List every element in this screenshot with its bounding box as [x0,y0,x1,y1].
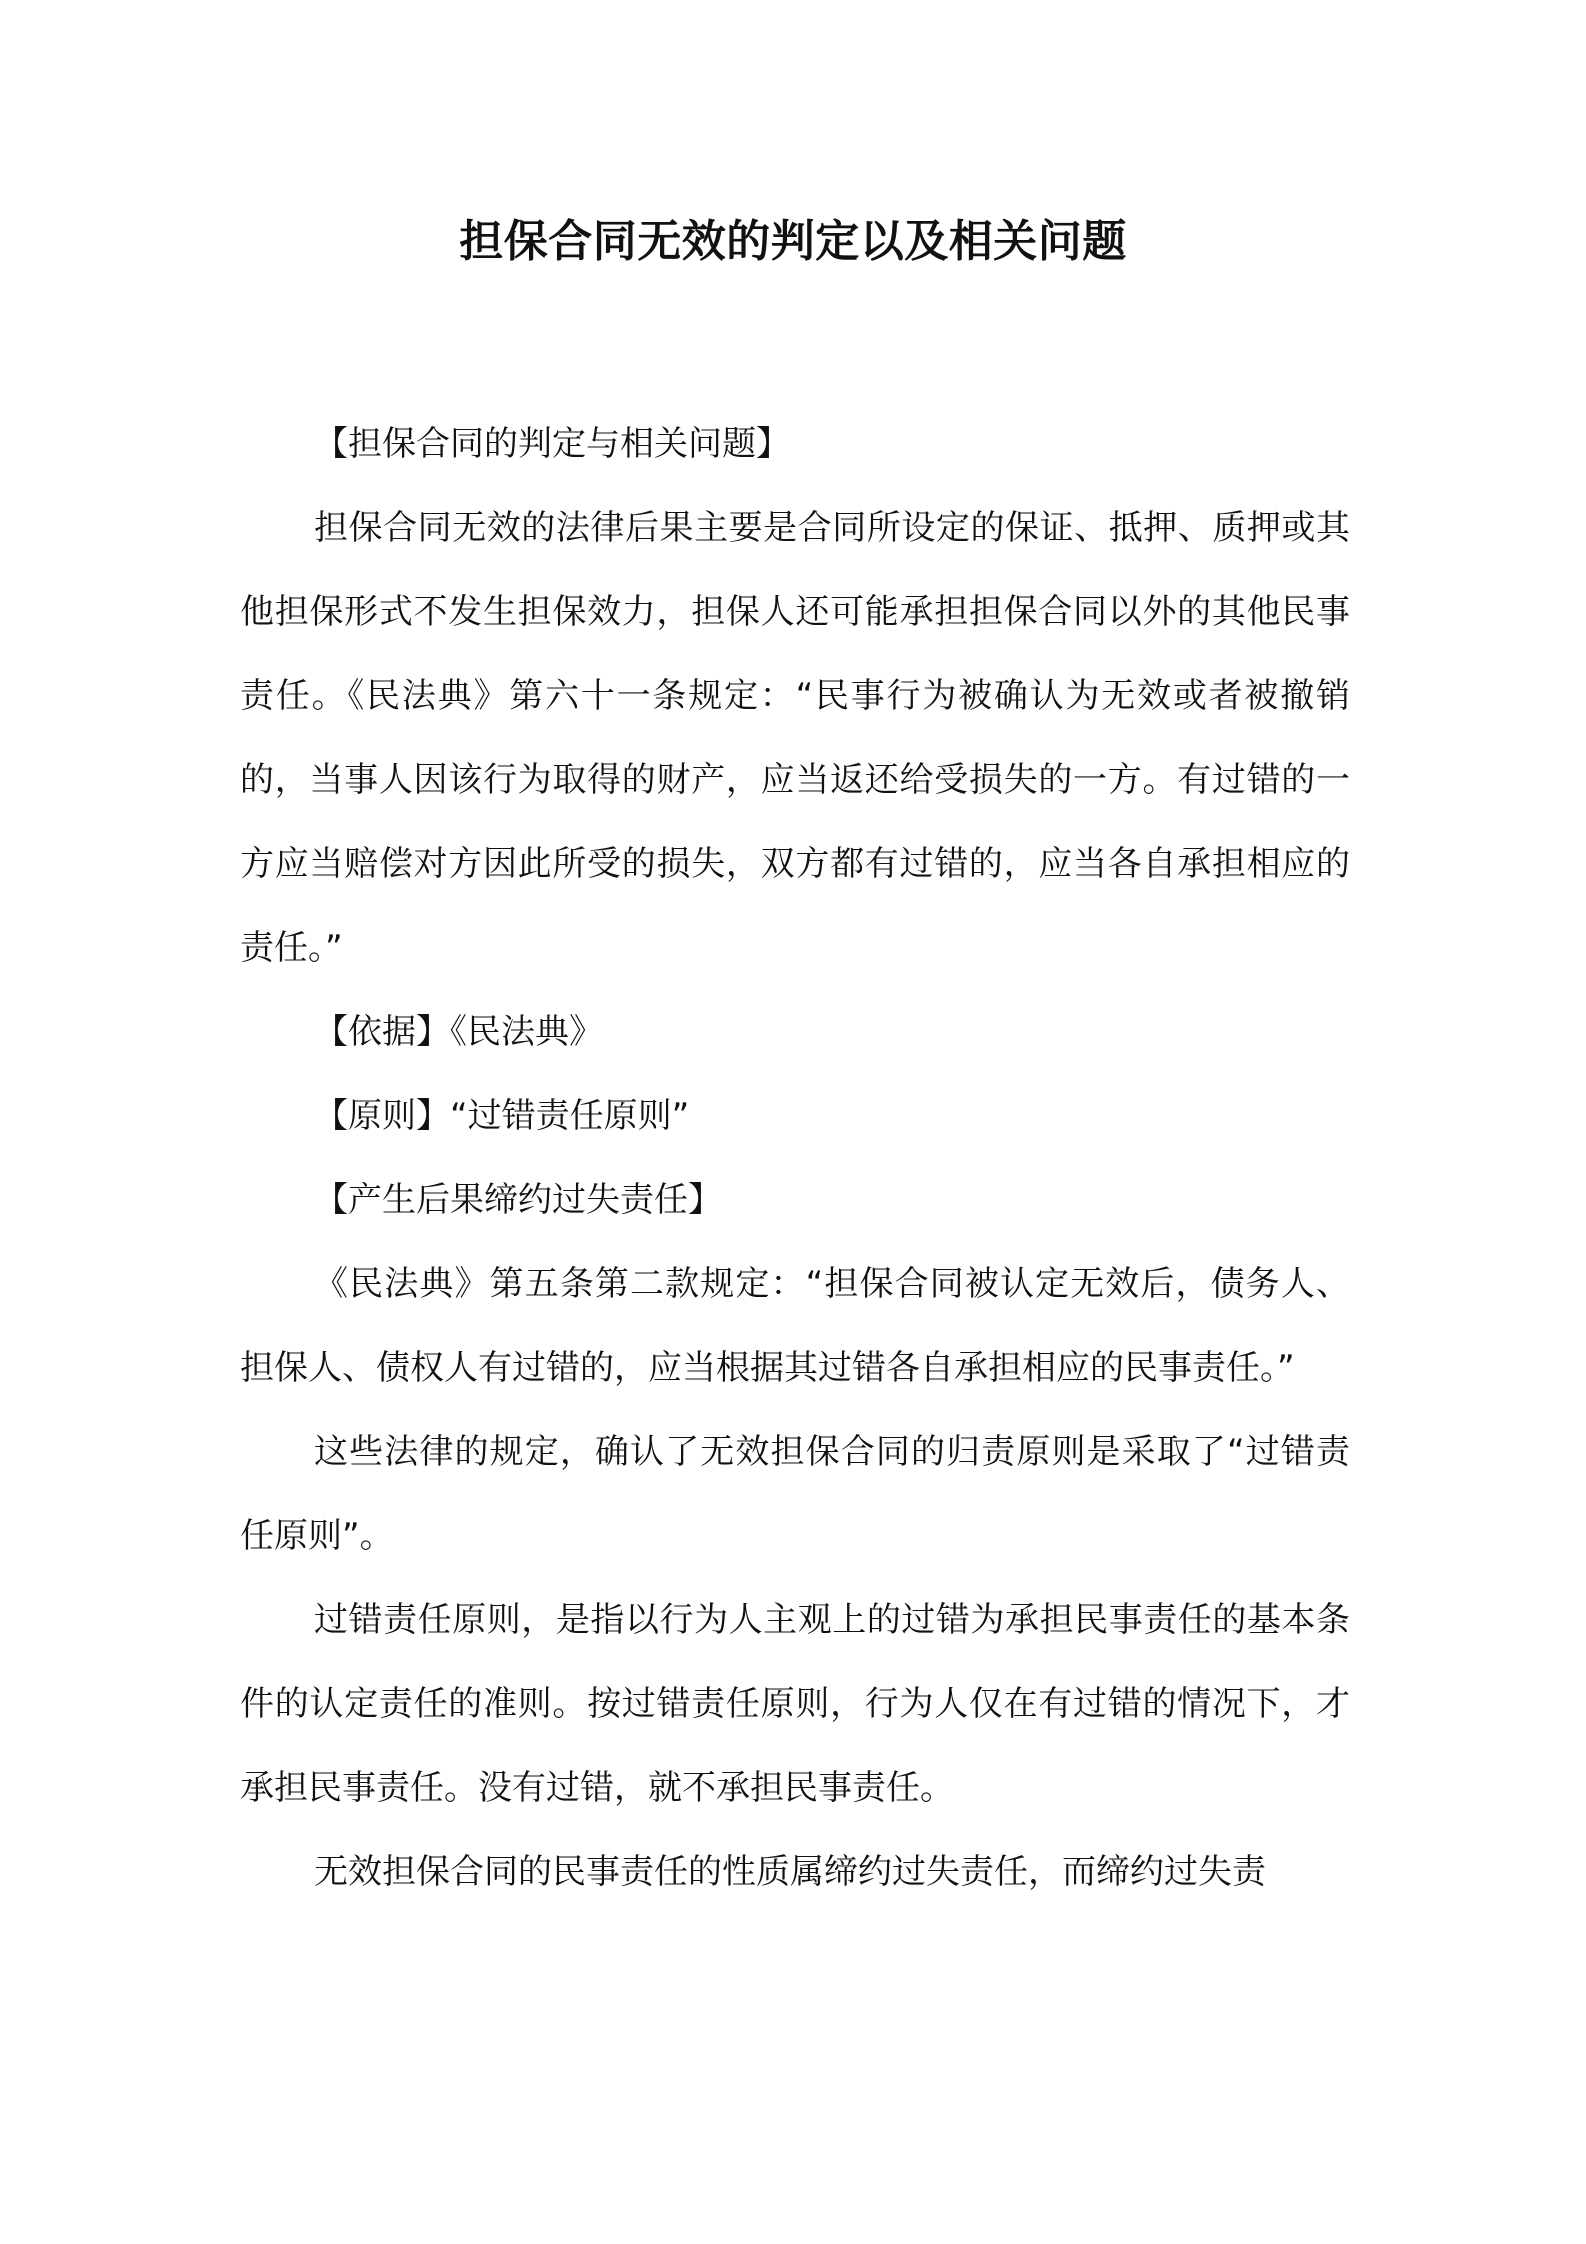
document-body [240,402,1350,1914]
principle-line: 【原则】“过错责任原则” [314,1096,690,1136]
paragraph-fault-principle-confirmed: 这些法律的规定，确认了无效担保合同的归责原则是采取了“过错责任原则”。 [240,1432,1350,1556]
basis-line: 【依据】《民法典》 [314,1012,603,1052]
paragraph-legal-consequences: 担保合同无效的法律后果主要是合同所设定的保证、抵押、质押或其他担保形式不发生担保效力，担保人还可能承担担保合同以外的其他民事责任。《民法典》第六十一条规定：“民事行为被确认为无效或者被撤销的，当事人因该行为取得的财产，应当返还给受损失的一方。有过错的一方应当赔偿对方因此所受的损失，双方都有过错的，应当各自承担相应的责任。” [240,508,1350,968]
consequence-heading: 【产生后果缔约过失责任】 [314,1180,722,1220]
section-heading-judgment: 【担保合同的判定与相关问题】 [314,424,790,464]
document-title: 担保合同无效的判定以及相关问题 [459,216,1127,267]
paragraph-contracting-fault: 无效担保合同的民事责任的性质属缔约过失责任，而缔约过失责 [314,1852,1266,1892]
paragraph-article-five: 《民法典》第五条第二款规定：“担保合同被认定无效后，债务人、担保人、债权人有过错的，应当根据其过错各自承担相应的民事责任。” [240,1264,1350,1388]
paragraph-fault-principle-definition: 过错责任原则，是指以行为人主观上的过错为承担民事责任的基本条件的认定责任的准则。按过错责任原则，行为人仅在有过错的情况下，才承担民事责任。没有过错，就不承担民事责任。 [240,1600,1350,1808]
